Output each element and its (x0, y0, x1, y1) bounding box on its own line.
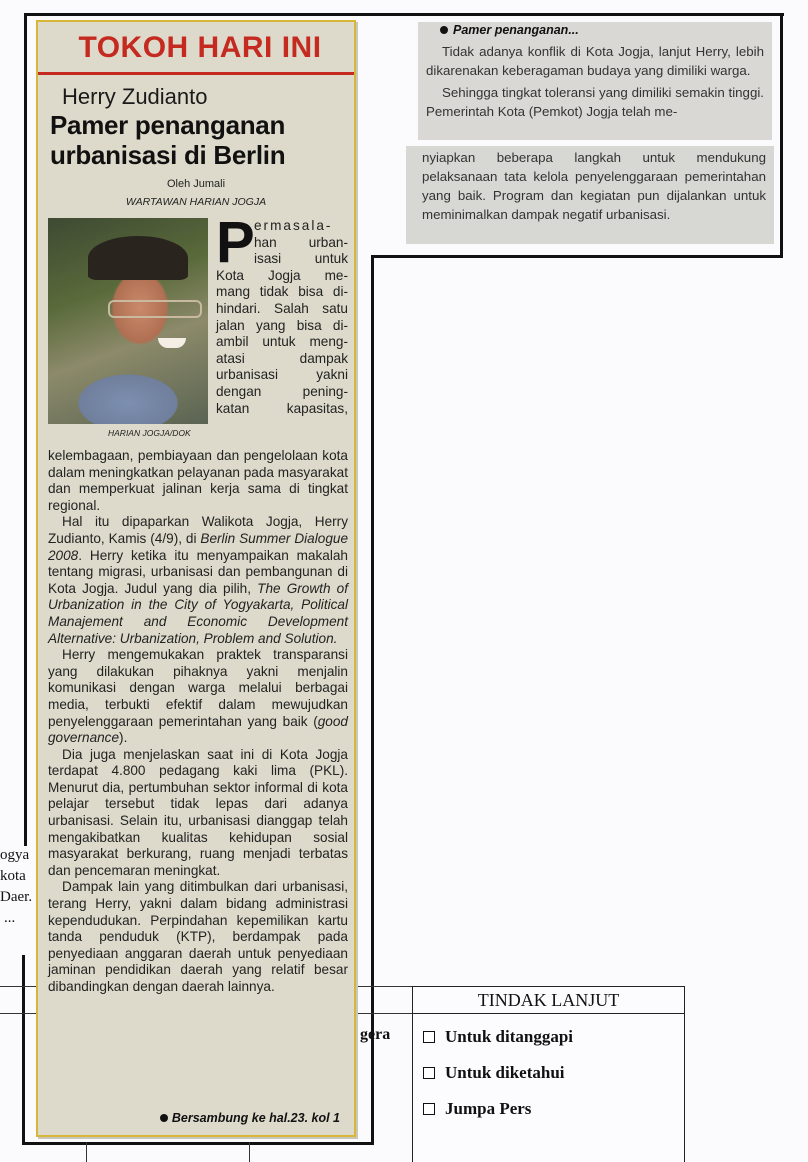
paragraph-intro-rest: kelembagaan, pembiayaan dan pengelolaan kota dalam meningkatkan pelayanan pada masyarakat dan memperkuat jalinan kerja sama di tingkat regional. (48, 448, 349, 513)
option-label: Untuk ditanggapi (445, 1027, 574, 1046)
tindak-lanjut-header: TINDAK LANJUT (413, 987, 684, 1014)
intro-line: mang tidak bisa di- (216, 284, 348, 300)
continuation-clipping-bottom (406, 146, 774, 244)
frame-left-lower-line (22, 955, 25, 1145)
continuation-title-text: Pamer penanganan... (453, 23, 579, 37)
intro-line: urbanisasi yakni (216, 367, 348, 383)
intro-column (216, 218, 348, 417)
p2-event-name: Berlin Summer Dialogue 2008 (48, 530, 348, 563)
drop-cap: P (216, 210, 255, 275)
paragraph-3 (48, 647, 348, 747)
p3-text: Herry mengemukakan praktek transparansi yang dilakukan pihaknya yakni menjalin komunikasi dengan warga melalui berbagai media, terbukti efektif dalam mewujudkan penyelenggaraan pemerintahan yang baik ( (48, 647, 348, 729)
section-kicker: TOKOH HARI INI (78, 31, 322, 64)
frame-right-upper-line (780, 13, 783, 257)
bullet-icon (160, 1114, 168, 1122)
checkbox-icon[interactable] (423, 1103, 435, 1115)
fragment-line: kota (0, 868, 26, 884)
person-name: Herry Zudianto (62, 84, 208, 109)
left-fragment-text (0, 845, 32, 929)
tindak-lanjut-box (412, 986, 685, 1162)
continuation-text-top (426, 42, 764, 121)
p2-paper-title: The Growth of Urbanization in the City of Yogyakarta, Political Manajement and Economic Development Alternative: Urbanization, Problem and Solution. (48, 580, 348, 646)
intro-line: ambil untuk meng- (216, 334, 348, 350)
table-line-col2 (249, 1142, 250, 1162)
frame-left-tick (24, 820, 27, 846)
headline: Pamer penanganan urbanisasi di Berlin (50, 110, 286, 170)
intro-line: katan kapasitas, (216, 400, 348, 416)
kicker-rule (38, 72, 354, 75)
frame-left-line (24, 13, 27, 823)
newspaper-clipping-main (36, 20, 356, 1137)
photo-credit: HARIAN JOGJA/DOK (108, 428, 191, 438)
continued-label: Bersambung ke hal.23. kol 1 (171, 1111, 340, 1125)
frame-top-line (24, 13, 784, 16)
article-body (48, 448, 348, 996)
option-label: Jumpa Pers (445, 1099, 532, 1118)
intro-line: han urban- (254, 234, 348, 250)
option-untuk-diketahui[interactable] (423, 1060, 684, 1086)
photo-hair (88, 236, 188, 280)
paragraph-4: Dia juga menjelaskan saat ini di Kota Jogja terdapat 4.800 pedagang kaki lima (PKL). Menurut dia, pertumbuhan sektor informal di kota pelajar tersebut tidak lepas dari adanya urbanisasi. Selain itu, urbanisasi dianggap telah mengakibatkan kualitas kehidupan sosial masyarakat berkurang, ruang menjadi terbatas dan pencemaran meningkat. (48, 746, 348, 878)
intro-line: Kota Jogja me- (216, 267, 348, 283)
intro-line: atasi dampak (216, 350, 348, 366)
bullet-icon (440, 26, 448, 34)
paragraph-5: Dampak lain yang ditimbulkan dari urbanisasi, terang Herry, yakni dalam bidang administrasi kependudukan. Perpindahan kepemilikan kartu tanda penduduk (KTP), berdampak pada penyediaan anggaran daerah untuk penyediaan jaminan pendidikan daerah yang relatif besar dibandingkan dengan daerah lainnya. (48, 879, 348, 994)
form-partial-text: gera (360, 1026, 391, 1043)
checkbox-icon[interactable] (423, 1067, 435, 1079)
continuation-clipping-top (418, 22, 772, 140)
fragment-line: ... (4, 910, 16, 926)
intro-line: dengan pening- (216, 383, 348, 399)
byline-author: Oleh Jumali (166, 178, 226, 190)
p3-text: ). (119, 730, 128, 746)
intro-line: jalan yang bisa di- (216, 317, 348, 333)
photo-glasses (108, 300, 202, 318)
continued-note (160, 1111, 340, 1125)
fragment-line: ogya (0, 847, 30, 863)
continuation-title (440, 23, 579, 37)
table-line-col1 (86, 1142, 87, 1162)
p2-text: . Herry ketika itu menyampaikan makalah tentang migrasi, urbanisasi dan pembangunan di Kota Jogja. Judul yang dia pilih, (48, 547, 348, 596)
frame-mid-horizontal-line (371, 255, 783, 258)
intro-line: isasi untuk (254, 251, 348, 267)
checkbox-icon[interactable] (423, 1031, 435, 1043)
p2-text: Hal itu dipaparkan Walikota Jogja, Herry Zudianto, Kamis (4/9), di (48, 514, 348, 546)
p3-term: good governance (48, 713, 348, 746)
fragment-line: Daer. (0, 889, 33, 905)
paragraph-2 (48, 514, 348, 647)
continuation-text-bottom (422, 148, 766, 224)
portrait-photo (48, 218, 208, 424)
frame-inner-right-line (371, 255, 374, 1143)
option-untuk-ditanggapi[interactable] (423, 1024, 684, 1050)
intro-line: ermasala- (254, 218, 333, 233)
option-label: Untuk diketahui (445, 1063, 565, 1082)
continuation-paragraph-1: Tidak adanya konflik di Kota Jogja, lanjut Herry, lebih dikarenakan keberagaman budaya yang dimiliki warga. (426, 44, 764, 78)
continuation-paragraph-2b: nyiapkan beberapa langkah untuk mendukung pelaksanaan tata kelola penyelenggaraan pemerintahan yang baik. Program dan kegiatan pun dijalankan untuk meminimalkan dampak negatif urbanisasi. (422, 150, 766, 222)
intro-line: hindari. Salah satu (216, 300, 348, 316)
byline-outlet: WARTAWAN HARIAN JOGJA (125, 196, 267, 208)
continuation-paragraph-2a: Sehingga tingkat toleransi yang dimiliki semakin tinggi. Pemerintah Kota (Pemkot) Jogja telah me- (426, 85, 764, 119)
option-jumpa-pers[interactable] (423, 1096, 684, 1122)
photo-smile (158, 338, 186, 348)
frame-bottom-line (24, 1142, 374, 1145)
